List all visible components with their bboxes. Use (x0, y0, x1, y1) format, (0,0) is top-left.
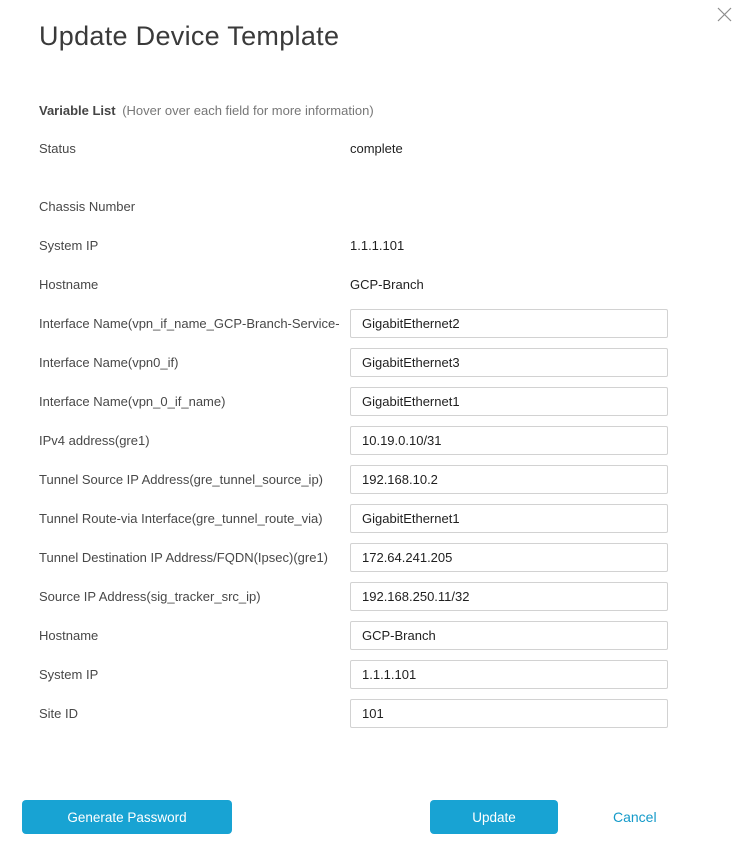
input-row (39, 426, 668, 455)
input-row (39, 309, 668, 338)
input-system-ip[interactable] (350, 660, 668, 689)
field-label: Hostname (39, 628, 99, 643)
modal-footer (0, 800, 752, 834)
system-ip-value: 1.1.1.101 (350, 237, 405, 253)
input-row (39, 387, 668, 416)
modal-title: Update Device Template (39, 21, 340, 51)
input-tunnel-destination-ip[interactable] (350, 543, 668, 572)
input-row (39, 582, 668, 611)
static-row-system-ip (39, 237, 668, 253)
input-ipv4-address-gre1[interactable] (350, 426, 668, 455)
system-ip-label: System IP (39, 237, 99, 253)
input-tunnel-source-ip[interactable] (350, 465, 668, 494)
input-row (39, 699, 668, 728)
input-site-id[interactable] (350, 699, 668, 728)
input-row (39, 465, 668, 494)
field-label: Interface Name(vpn_0_if_name) (39, 394, 226, 409)
static-row-status (39, 140, 668, 156)
field-label: Site ID (39, 706, 79, 721)
static-row-hostname (39, 276, 668, 292)
field-label: Interface Name(vpn_if_name_GCP-Branch-Service- (39, 316, 340, 331)
input-row (39, 621, 668, 650)
hostname-label: Hostname (39, 276, 99, 292)
field-label: Tunnel Destination IP Address/FQDN(Ipsec)(gre1) (39, 550, 329, 565)
hostname-value: GCP-Branch (350, 276, 424, 292)
variable-list-hint: (Hover over each field for more information) (122, 103, 374, 118)
input-tunnel-route-via-interface[interactable] (350, 504, 668, 533)
chassis-number-label: Chassis Number (39, 198, 136, 214)
input-interface-name-vpn-0-if-name[interactable] (350, 387, 668, 416)
field-label: Tunnel Source IP Address(gre_tunnel_source_ip) (39, 472, 324, 487)
field-label: IPv4 address(gre1) (39, 433, 150, 448)
generate-password-button[interactable]: Generate Password (22, 800, 232, 834)
variable-rows (39, 140, 668, 728)
field-label: System IP (39, 667, 99, 682)
input-row (39, 660, 668, 689)
variable-list-heading: Variable List (39, 103, 116, 118)
input-row (39, 504, 668, 533)
input-interface-name-service[interactable] (350, 309, 668, 338)
field-label: Interface Name(vpn0_if) (39, 355, 179, 370)
status-label: Status (39, 140, 76, 156)
status-value: complete (350, 140, 403, 156)
input-row (39, 543, 668, 572)
close-x-glyph (717, 7, 732, 22)
input-row (39, 348, 668, 377)
field-label: Tunnel Route-via Interface(gre_tunnel_route_via) (39, 511, 323, 526)
update-button[interactable]: Update (430, 800, 558, 834)
input-interface-name-vpn0-if[interactable] (350, 348, 668, 377)
field-label: Source IP Address(sig_tracker_src_ip) (39, 589, 261, 604)
cancel-button[interactable]: Cancel (613, 809, 657, 825)
variable-list-header (39, 103, 752, 119)
close-icon[interactable] (715, 5, 733, 23)
static-row-chassis-number (39, 198, 668, 214)
input-source-ip-tracker[interactable] (350, 582, 668, 611)
input-hostname[interactable] (350, 621, 668, 650)
